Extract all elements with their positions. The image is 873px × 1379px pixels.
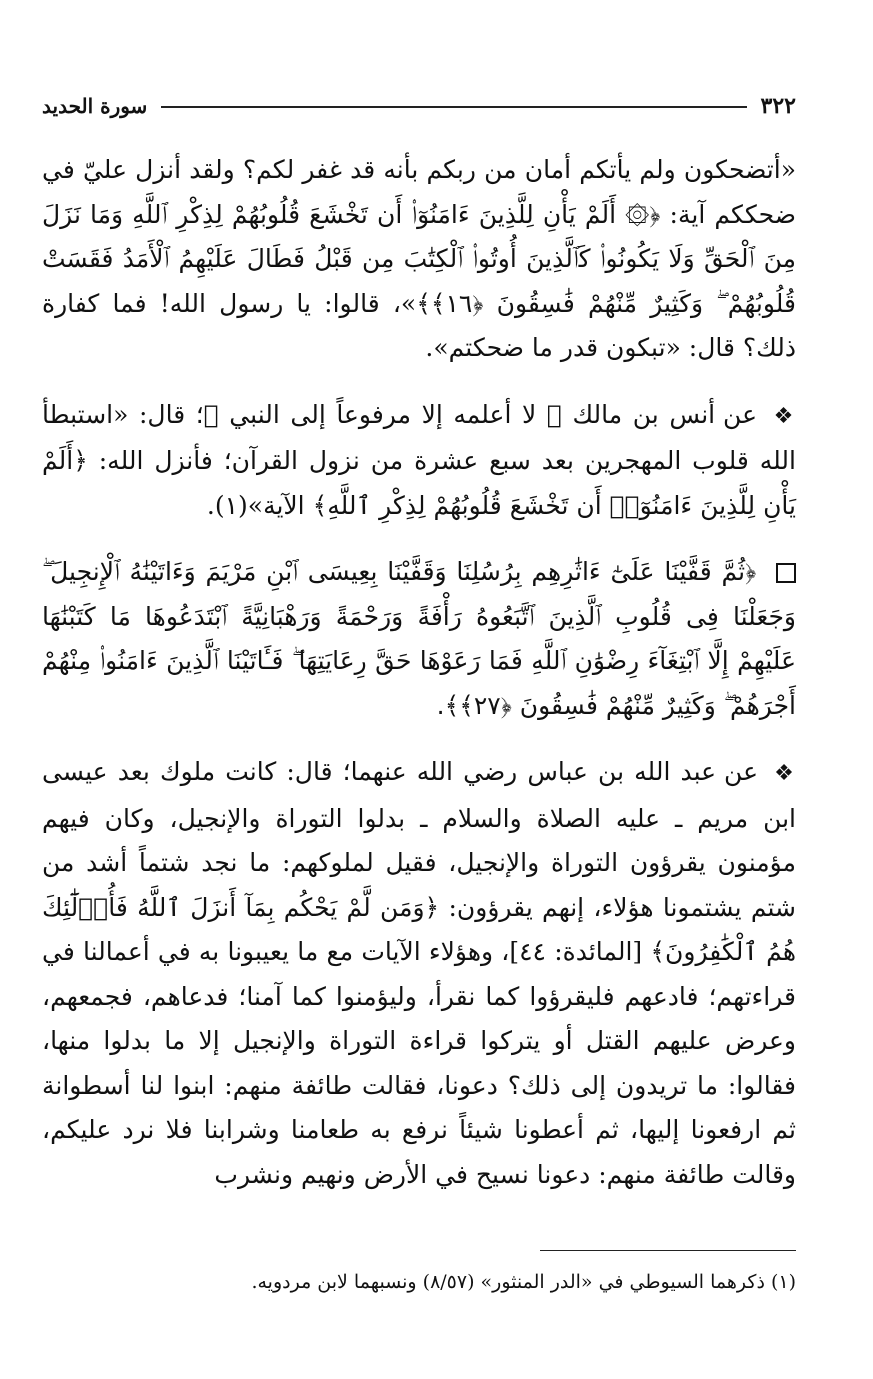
paragraph-text: «أتضحكون ولم يأتكم أمان من ربكم بأنه قد غفر لكم؟ ولقد أنزل عليّ في ضحككم آية: ﴿۞ أَلَمْ يَأْنِ لِلَّذِينَ ءَامَنُوٓا۟ أَن تَخْشَعَ قُلُوبُهُمْ لِذِكْرِ ٱللَّهِ وَمَا نَزَلَ مِنَ ٱلْحَقِّ وَلَا يَكُونُوا۟ كَٱلَّذِينَ أُوتُوا۟ ٱلْكِتَٰبَ مِن قَبْلُ فَطَالَ عَلَيْهِمُ ٱلْأَمَدُ فَقَسَتْ قُلُوبُهُمْ ۖ وَكَثِيرٌ مِّنْهُمْ فَٰسِقُونَ ﴿١٦﴾﴾»، قالوا: يا رسول الله! فما كفارة ذلك؟ قال: «تبكون قدر ما ضحكتم». xyxy=(42,155,796,362)
paragraph-gap xyxy=(42,371,796,393)
header-rule xyxy=(161,106,746,108)
page-body xyxy=(42,148,796,1197)
paragraph-hadith-3 xyxy=(42,750,796,1197)
paragraph-text: عن عبد الله بن عباس رضي الله عنهما؛ قال: كانت ملوك بعد عيسى ابن مريم ـ عليه الصلاة والسلام ـ بدلوا التوراة والإنجيل، وكان فيهم مؤمنون يقرؤون التوراة والإنجيل، فقيل لملوكهم: ما نجد شتماً أشد من شتم يشتمونا هؤلاء، إنهم يقرؤون: ﴿وَمَن لَّمْ يَحْكُم بِمَآ أَنزَلَ ٱللَّهُ فَأُو۟لَٰٓئِكَ هُمُ ٱلْكَٰفِرُونَ﴾ [المائدة: ٤٤]، وهؤلاء الآيات مع ما يعيبونا به في أعمالنا في قراءتهم؛ فادعهم فليقرؤوا كما نقرأ، وليؤمنوا كما آمنا؛ فدعاهم، فجمعهم، وعرض عليهم القتل أو يتركوا قراءة التوراة والإنجيل إلا ما بدلوا منها، فقالوا: ما تريدون إلى ذلك؟ دعونا، فقالت طائفة منهم: ابنوا لنا أسطوانة ثم ارفعونا إليها، ثم أعطونا شيئاً نرفع به طعامنا وشرابنا فلا نرد عليكم، وقالت طائفة منهم: دعونا نسيح في الأرض ونهيم ونشرب xyxy=(42,757,797,1189)
square-marker-icon xyxy=(776,563,796,583)
paragraph-verse-27 xyxy=(42,550,796,728)
bullet-icon: ❖ xyxy=(774,761,796,786)
book-page xyxy=(42,78,796,1338)
footnote-rule xyxy=(540,1250,796,1251)
paragraph-text: عن أنس بن مالك ﷺ لا أعلمه إلا مرفوعاً إلى النبي ﷺ؛ قال: «استبطأ الله قلوب المهجرين بعد سبع عشرة من نزول القرآن؛ فأنزل الله: ﴿أَلَمْ يَأْنِ لِلَّذِينَ ءَامَنُوٓا۟ أَن تَخْشَعَ قُلُوبُهُمْ لِذِكْرِ ٱللَّهِ﴾ الآية»(١). xyxy=(42,399,796,520)
paragraph-hadith-1 xyxy=(42,148,796,371)
verse-text: ﴿ثُمَّ قَفَّيْنَا عَلَىٰٓ ءَاثَٰرِهِم بِرُسُلِنَا وَقَفَّيْنَا بِعِيسَى ٱبْنِ مَرْيَمَ وَءَاتَيْنَٰهُ ٱلْإِنجِيلَ ۖ وَجَعَلْنَا فِى قُلُوبِ ٱلَّذِينَ ٱتَّبَعُوهُ رَأْفَةً وَرَحْمَةً وَرَهْبَانِيَّةً ٱبْتَدَعُوهَا مَا كَتَبْنَٰهَا عَلَيْهِمْ إِلَّا ٱبْتِغَآءَ رِضْوَٰنِ ٱللَّهِ فَمَا رَعَوْهَا حَقَّ رِعَايَتِهَا ۖ فَـَٔاتَيْنَا ٱلَّذِينَ ءَامَنُوا۟ مِنْهُمْ أَجْرَهُمْ ۖ وَكَثِيرٌ مِّنْهُمْ فَٰسِقُونَ ﴿٢٧﴾﴾. xyxy=(42,557,796,720)
paragraph-gap xyxy=(42,528,796,550)
footnote: (١) ذكرهما السيوطي في «الدر المنثور» (٨/٥٧) ونسبهما لابن مردويه. xyxy=(251,1271,796,1293)
paragraph-hadith-2 xyxy=(42,393,796,529)
page-number: ٣٢٢ xyxy=(760,93,796,119)
page-header xyxy=(42,86,796,126)
paragraph-gap xyxy=(42,728,796,750)
bullet-icon: ❖ xyxy=(773,403,797,429)
surah-name: سورة الحديد xyxy=(42,94,148,118)
